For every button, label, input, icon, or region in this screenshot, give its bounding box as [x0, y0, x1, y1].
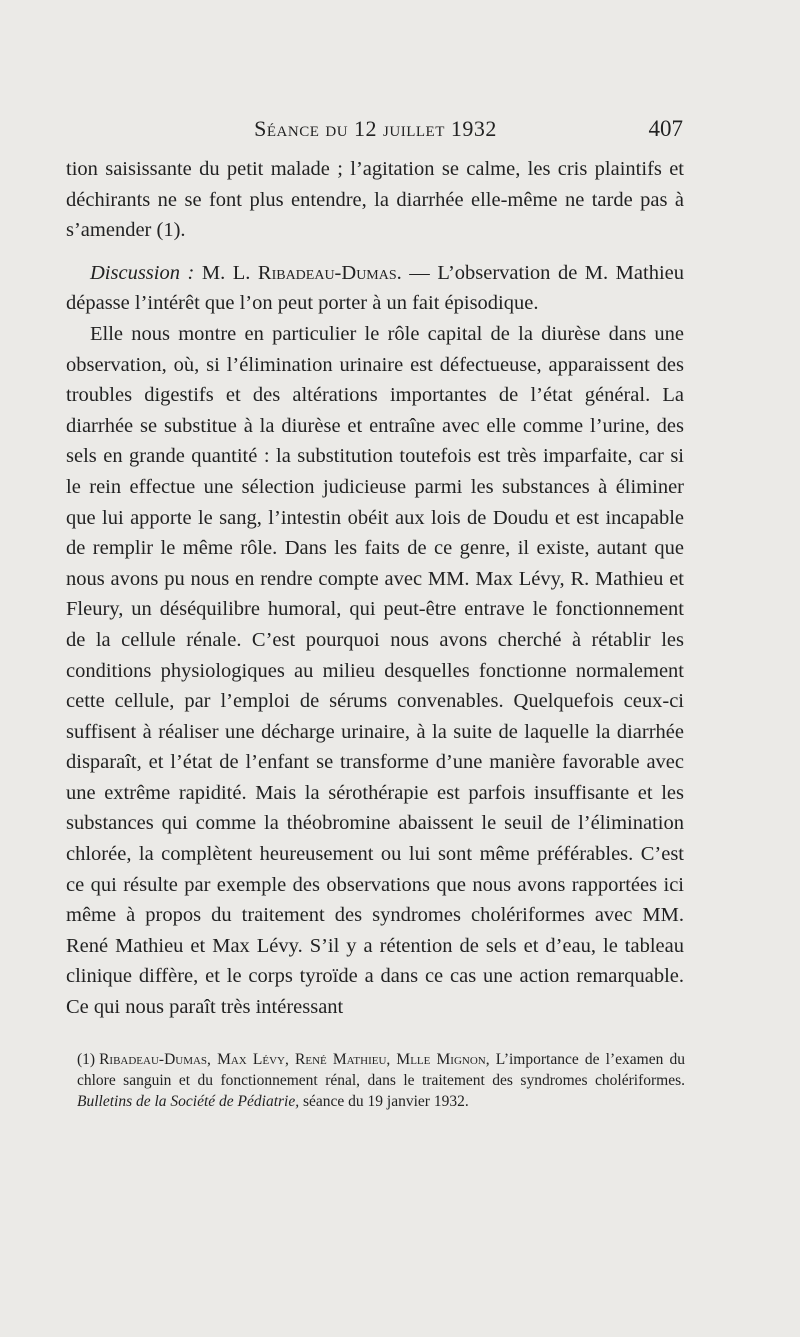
discussion-label: Discussion :	[90, 261, 195, 284]
footnote-journal: Bulletins de la Société de Pédiatrie,	[77, 1093, 300, 1110]
paragraph-discussion	[66, 258, 684, 319]
page-header	[68, 116, 683, 146]
footnote-authors: Ribadeau-Dumas, Max Lévy, René Mathieu, Mlle Mignon,	[99, 1051, 490, 1068]
paragraph-main: Elle nous montre en particulier le rôle capital de la diurèse dans une observation, où, si l’élimination urinaire est défectueuse, apparaissent des troubles digestifs et des altérations importantes de l’état général. La diarrhée se substitue à la diurèse et entraîne avec elle comme l’urine, des sels en grande quantité : la substitution toutefois est très imparfaite, car si le rein effectue une sélection judicieuse parmi les substances à éliminer que lui apporte le sang, l’intestin obéit aux lois de Doudu et est incapable de remplir le même rôle. Dans les faits de ce genre, il existe, autant que nous avons pu nous en rendre compte avec MM. Max Lévy, R. Mathieu et Fleury, un déséquilibre humoral, qui peut-être entrave le fonctionnement de la cellule rénale. C’est pourquoi nous avons cherché à rétablir les conditions physiologiques au milieu desquelles fonctionne normalement cette cellule, par l’emploi de sérums convenables. Quelquefois ceux-ci suffisent à réaliser une décharge urinaire, à la suite de laquelle la diarrhée disparaît, et l’état de l’enfant se transforme d’une manière favorable avec une extrême rapidité. Mais la sérothérapie est parfois insuffisante et les substances qui comme la théobromine abaissent le seuil de l’élimination chlorée, la complètent heureusement ou lui sont même préférables. C’est ce qui résulte par exemple des observations que nous avons rapportées ici même à propos du traitement des syndromes cholériformes avec MM. René Mathieu et Max Lévy. S’il y a rétention de sels et d’eau, le tableau clinique diffère, et le corps tyroïde a dans ce cas une action remarquable. Ce qui nous paraît très intéressant	[66, 322, 684, 1019]
footnote-rest: séance du 19 janvier 1932.	[299, 1093, 469, 1110]
paragraph-continuation: tion saisissante du petit malade ; l’agitation se calme, les cris plaintifs et déchirants ne se font plus entendre, la diarrhée elle-même ne tarde pas à s’amender (1).	[66, 158, 684, 242]
footnote-title: L’importance de l’examen du chlore sanguin et du fonctionnement rénal, dans le traitement des syndromes cholériformes.	[77, 1051, 685, 1089]
running-head: Séance du 12 juillet 1932	[254, 116, 497, 141]
page-number: 407	[648, 116, 683, 141]
footnote	[77, 1049, 685, 1112]
body-text	[66, 154, 684, 1023]
discussion-author: M. L. Ribadeau-Dumas.	[201, 261, 402, 284]
footnote-mark: (1)	[77, 1051, 96, 1068]
discussion-intro: — L’observation de M. Mathieu dépasse l’intérêt que l’on peut porter à un fait épisodique.	[66, 261, 684, 315]
